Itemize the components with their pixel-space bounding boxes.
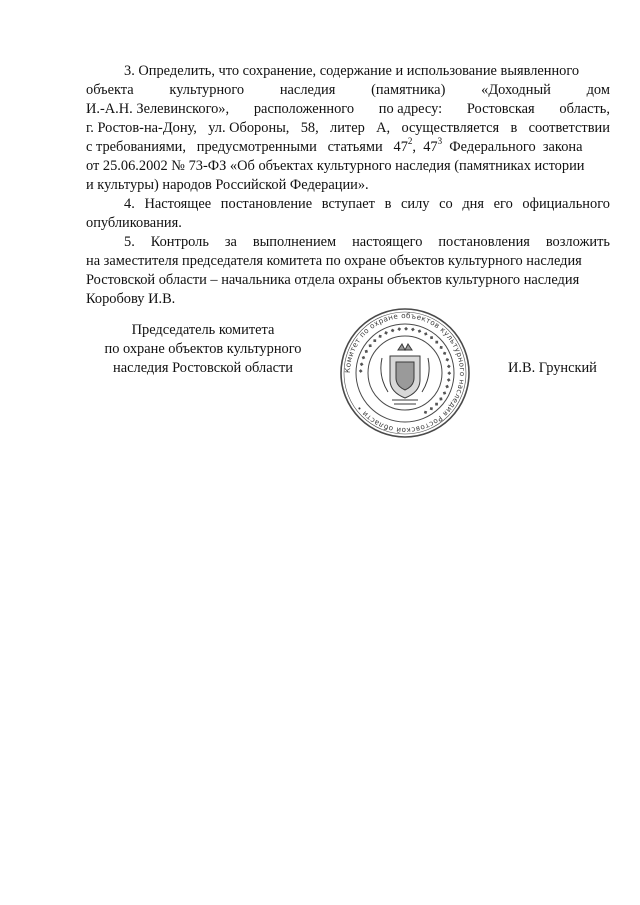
paragraph-5-line-1-words: [124, 233, 610, 252]
paragraph-3-line-2: [86, 81, 610, 100]
text: Федерального закона: [442, 139, 583, 155]
word: со: [439, 196, 453, 212]
word: Настоящее: [144, 196, 212, 212]
word: г. Ростов-на-Дону,: [86, 120, 197, 136]
word: осуществляется: [401, 120, 500, 136]
word: возложить: [545, 234, 610, 250]
word: культурного: [169, 82, 245, 98]
text: , 47: [412, 139, 438, 155]
word: область,: [559, 101, 610, 117]
paragraph-4-line-1: [86, 195, 610, 214]
official-seal: [338, 306, 472, 440]
word: соответствии: [528, 120, 610, 136]
word: официального: [522, 196, 610, 212]
paragraph-3-line-4: [86, 119, 610, 138]
word: постановления: [438, 234, 530, 250]
coat-of-arms-icon: [381, 344, 429, 404]
paragraph-3-line-5: [86, 138, 610, 157]
text: от 25.06.2002 № 73-ФЗ «Об объектах культурного наследия (памятниках истории: [86, 158, 585, 174]
word: вступает: [321, 196, 375, 212]
word: его: [493, 196, 513, 212]
word: наследия: [279, 82, 336, 98]
word: силу: [401, 196, 430, 212]
word: ул. Обороны,: [208, 120, 290, 136]
paragraph-5-line-2: [86, 252, 610, 271]
paragraph-3-line-7: [86, 176, 610, 195]
text: на заместителя председателя комитета по охране объектов культурного наследия: [86, 253, 582, 269]
signatory-title: [88, 321, 318, 378]
word: А,: [376, 120, 391, 136]
paragraph-4-line-1-words: [124, 195, 610, 214]
word: И.-А.Н. Зелевинского»,: [86, 101, 230, 117]
paragraph-4-line-2: [86, 214, 610, 233]
word: выполнением: [252, 234, 337, 250]
superscript: 3: [437, 136, 443, 147]
paragraph-3-line-3: [86, 100, 610, 119]
word: расположенного: [253, 101, 355, 117]
word: 4.: [124, 196, 135, 212]
word: Контроль: [150, 234, 209, 250]
paragraph-5-line-3: [86, 271, 610, 290]
text: опубликования.: [86, 215, 182, 231]
word: 5.: [124, 234, 135, 250]
word: настоящего: [352, 234, 423, 250]
seal-text: Комитет по охране объектов культурного наследия Ростовской области •: [342, 310, 468, 436]
text: Ростовской области – начальника отдела охраны объектов культурного наследия: [86, 272, 580, 288]
seal-inner-text: ◆ ◆ ◆ ◆ ◆ ◆ ◆ ◆ ◆ ◆ ◆ ◆ ◆ ◆ ◆ ◆ ◆ ◆ ◆ ◆ ◆ ◆ ◆ ◆ ◆ ◆ ◆ ◆: [357, 325, 453, 416]
word: за: [224, 234, 237, 250]
word: объекта: [86, 82, 134, 98]
word: «Доходный: [481, 82, 551, 98]
signatory-name: И.В. Грунский: [508, 360, 597, 376]
word: в: [384, 196, 392, 212]
word: Ростовская: [466, 101, 535, 117]
paragraph-3-line-6: [86, 157, 610, 176]
word: 58,: [300, 120, 319, 136]
text: и культуры) народов Российской Федерации».: [86, 177, 369, 193]
signatory-title-line-3: наследия Ростовской области: [113, 360, 293, 376]
text: Коробову И.В.: [86, 291, 176, 307]
signatory-title-line-1: Председатель комитета: [131, 322, 275, 338]
signatory-title-line-2: по охране объектов культурного: [104, 341, 302, 357]
word: постановление: [220, 196, 313, 212]
word: дом: [586, 82, 610, 98]
paragraph-5-line-1: [86, 233, 610, 252]
word: по адресу:: [378, 101, 443, 117]
text: 3. Определить, что сохранение, содержание и использование выявленного: [124, 63, 580, 79]
word: (памятника): [371, 82, 446, 98]
paragraph-3-line-1: [86, 62, 610, 81]
word: в: [510, 120, 518, 136]
word: литер: [330, 120, 365, 136]
superscript: 2: [407, 136, 413, 147]
text: с требованиями, предусмотренными статьями 47: [86, 139, 408, 155]
word: дня: [462, 196, 484, 212]
